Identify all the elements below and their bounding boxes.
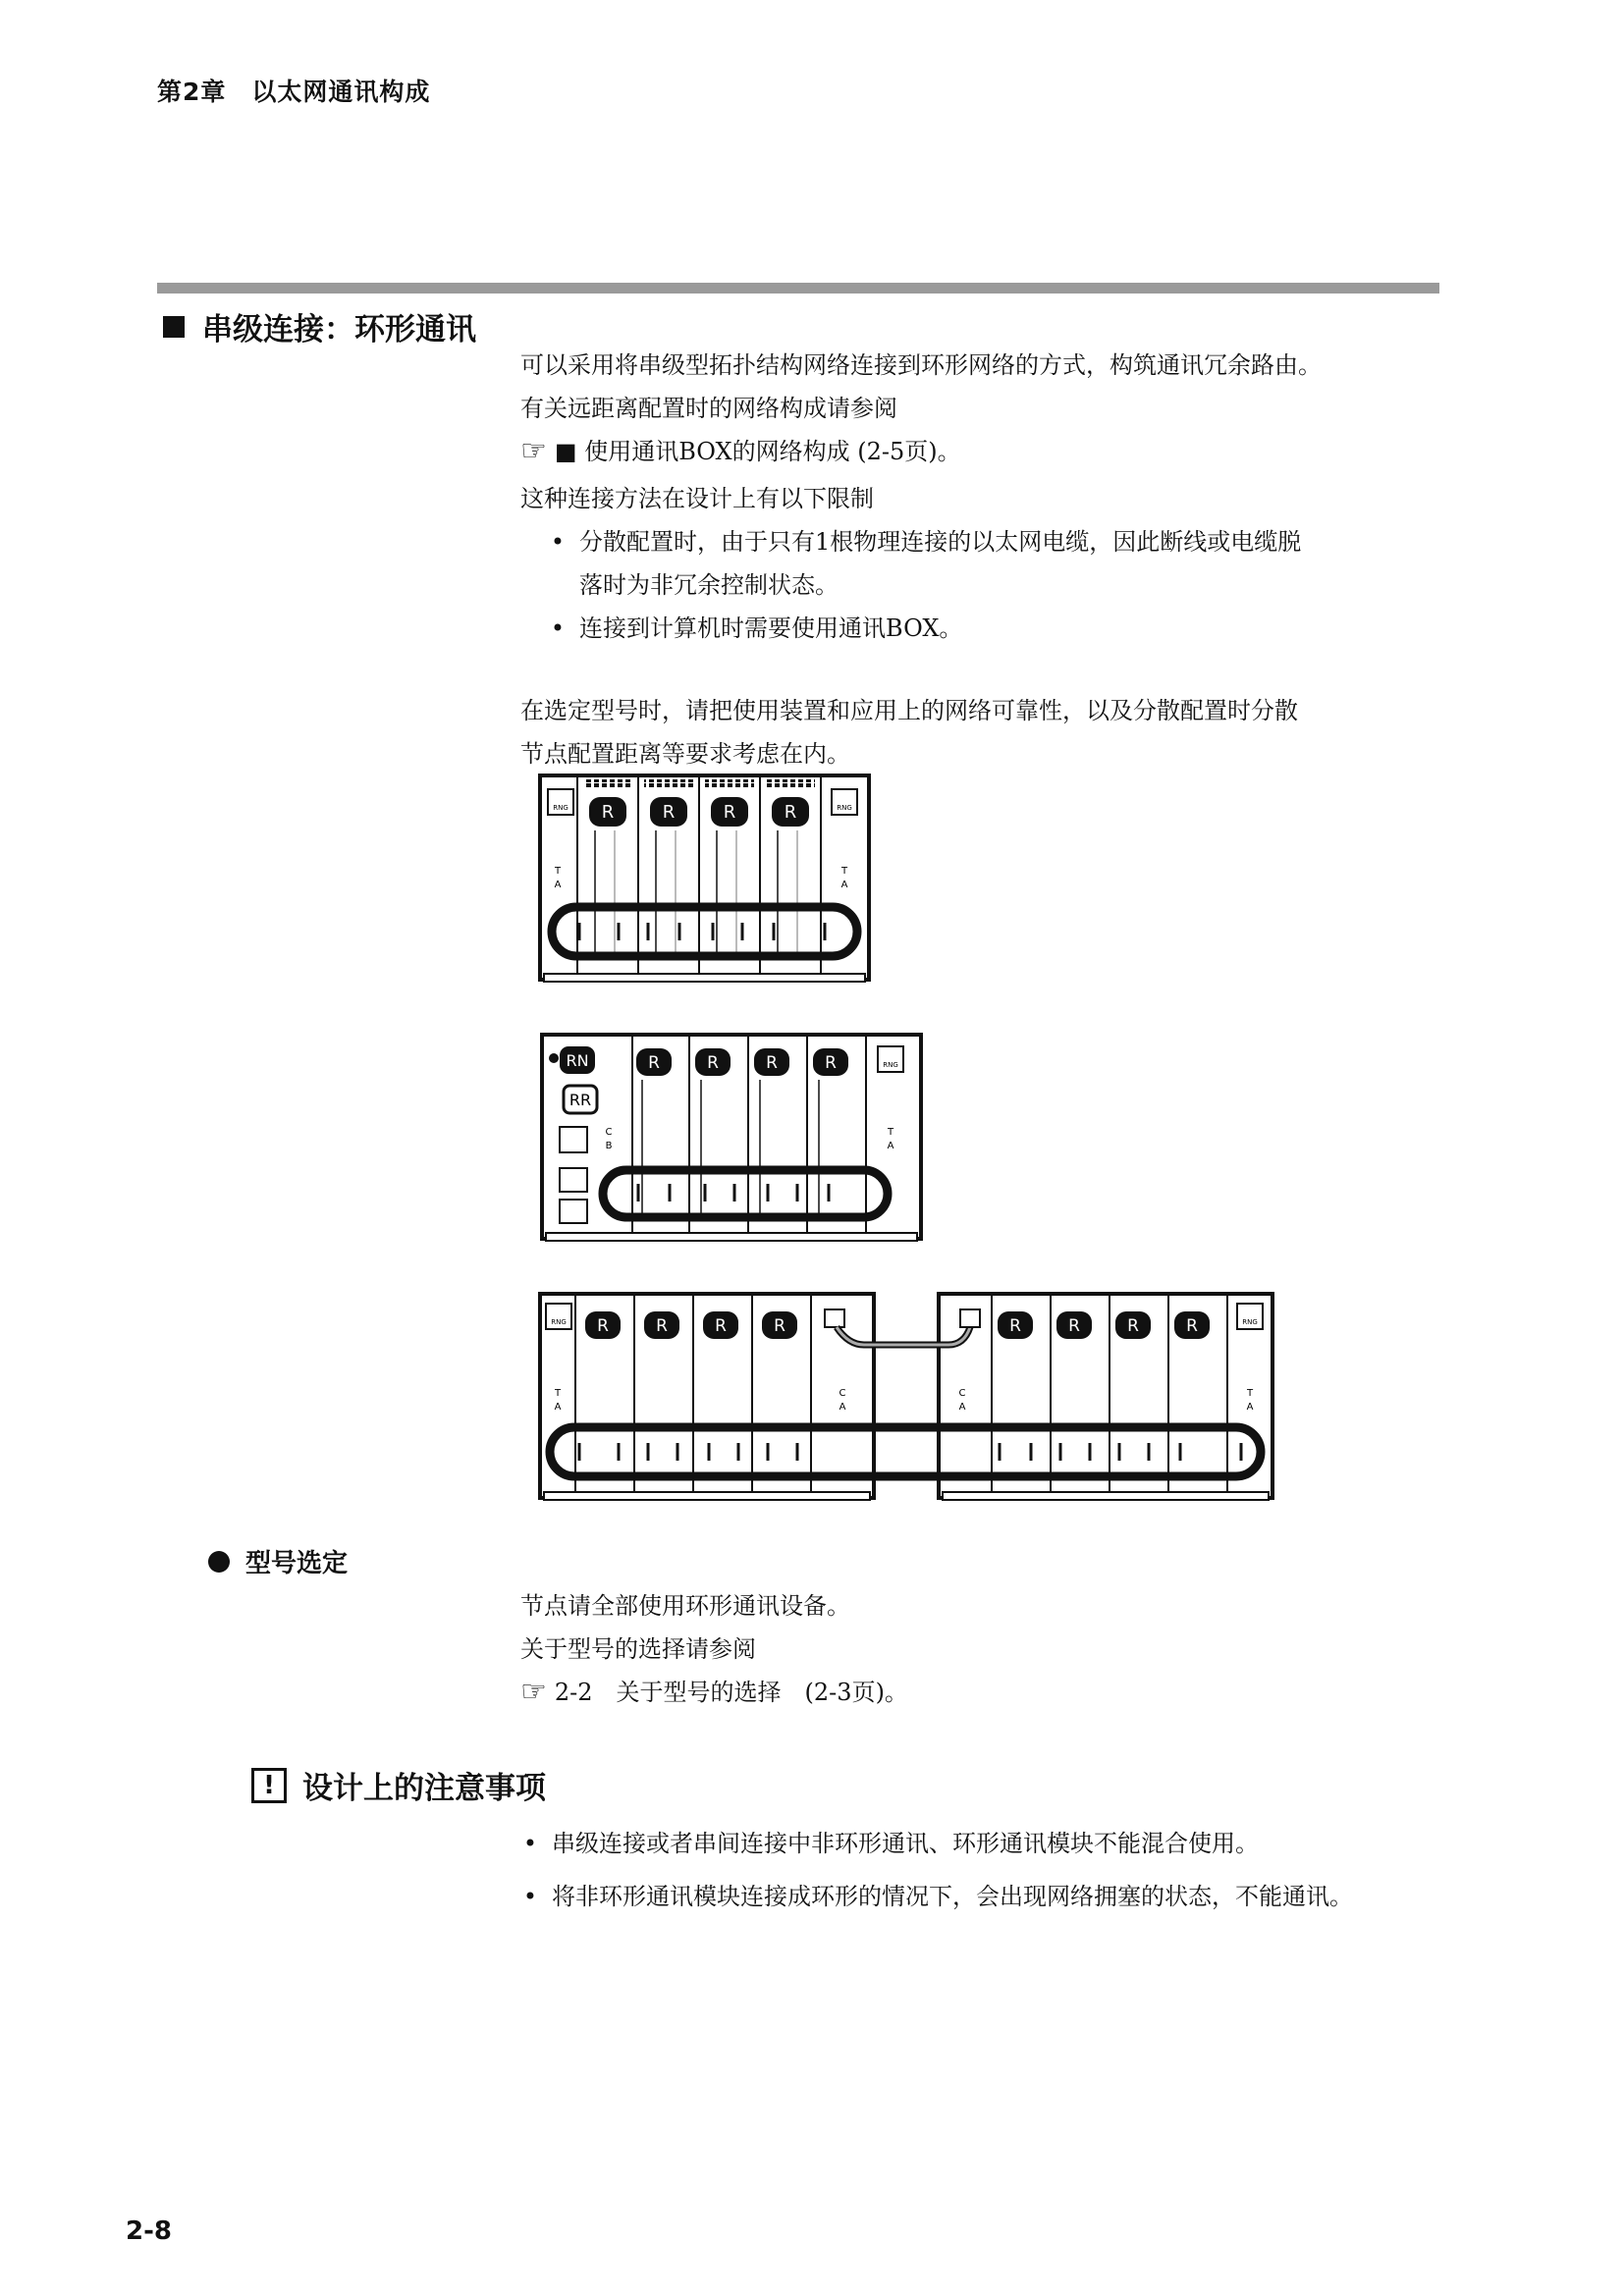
module-r-label: R xyxy=(707,1053,719,1073)
rn-badge xyxy=(560,1046,595,1074)
svg-text:T: T xyxy=(554,866,562,877)
page-number: 2-8 xyxy=(126,2216,172,2246)
bullet-1-line-1: 分散配置时，由于只有1根物理连接的以太网电缆，因此断线或电缆脱 xyxy=(579,528,1302,556)
model-reference-link-text: 2-2 关于型号的选择 (2-3页)。 xyxy=(554,1679,908,1706)
rng-icon xyxy=(832,789,857,815)
svg-text:RNG: RNG xyxy=(883,1061,898,1069)
limits-title: 这种连接方法在设计上有以下限制 xyxy=(520,485,874,512)
bullet-icon: • xyxy=(522,1883,538,1910)
svg-text:A: A xyxy=(554,880,562,890)
ring-topology-diagrams xyxy=(530,766,1276,1512)
module-r-label: R xyxy=(656,1316,668,1336)
ethernet-port-icon xyxy=(960,1309,980,1327)
list-item xyxy=(520,1822,1483,1865)
module-r-label: R xyxy=(662,802,676,823)
exclamation-icon: ! xyxy=(251,1768,287,1803)
section-divider xyxy=(157,283,1439,294)
module-r-label: R xyxy=(784,802,797,823)
rng-icon xyxy=(548,789,573,815)
ethernet-port-icon xyxy=(560,1200,587,1223)
ethernet-port-icon xyxy=(825,1309,844,1327)
module-r-label: R xyxy=(774,1316,785,1336)
reference-link-text: ■ 使用通讯BOX的网络构成 (2-5页)。 xyxy=(554,438,961,465)
module-r-label: R xyxy=(723,802,736,823)
svg-text:T: T xyxy=(554,1388,562,1399)
chapter-header: 第2章 以太网通讯构成 xyxy=(157,78,431,106)
model-reference-link[interactable] xyxy=(520,1671,1463,1714)
model-selection-title-text: 型号选定 xyxy=(245,1549,349,1578)
svg-text:A: A xyxy=(554,1402,562,1413)
svg-text:A: A xyxy=(839,1402,846,1413)
svg-text:A: A xyxy=(887,1141,894,1151)
model-selection-title xyxy=(208,1543,348,1579)
diagram-1-cascade-ring xyxy=(540,775,869,982)
svg-text:T: T xyxy=(887,1127,894,1138)
svg-text:C: C xyxy=(958,1388,966,1399)
module-r-label: R xyxy=(601,802,615,823)
design-notes-title xyxy=(251,1763,546,1807)
list-item xyxy=(548,520,1463,607)
rng-icon xyxy=(546,1304,571,1329)
svg-text:B: B xyxy=(605,1141,613,1151)
intro-line-2: 有关远距离配置时的网络构成请参阅 xyxy=(520,395,897,422)
module-r-label: R xyxy=(648,1053,660,1073)
rng-icon xyxy=(878,1046,903,1072)
pointing-hand-icon: ☞ xyxy=(520,1675,547,1709)
svg-text:A: A xyxy=(1246,1402,1254,1413)
selection-line-1: 在选定型号时，请把使用装置和应用上的网络可靠性，以及分散配置时分散 xyxy=(520,697,1298,724)
svg-text:C: C xyxy=(839,1388,846,1399)
section-title xyxy=(163,304,476,348)
model-selection-line-1: 节点请全部使用环形通讯设备。 xyxy=(520,1592,850,1620)
module-r-label: R xyxy=(766,1053,778,1073)
bullet-2-line-1: 连接到计算机时需要使用通讯BOX。 xyxy=(579,614,963,642)
intro-line-1: 可以采用将串级型拓扑结构网络连接到环形网络的方式，构筑通讯冗余路由。 xyxy=(520,351,1322,379)
list-item xyxy=(520,1875,1483,1918)
diagram-3-inter-string-ring xyxy=(540,1294,1272,1500)
pointing-hand-icon: ☞ xyxy=(520,434,547,468)
note-item-2: 将非环形通讯模块连接成环形的情况下，会出现网络拥塞的状态，不能通讯。 xyxy=(552,1883,1353,1910)
bullet-icon: • xyxy=(550,528,566,556)
model-selection-body xyxy=(520,1584,1463,1714)
module-r-label: R xyxy=(597,1316,609,1336)
module-r-label: R xyxy=(825,1053,837,1073)
bullet-icon: • xyxy=(550,614,566,642)
section-title-text: 串级连接：环形通讯 xyxy=(202,312,476,347)
design-notes-title-text: 设计上的注意事项 xyxy=(302,1771,546,1806)
note-item-1: 串级连接或者串间连接中非环形通讯、环形通讯模块不能混合使用。 xyxy=(552,1830,1259,1857)
svg-text:A: A xyxy=(840,880,848,890)
square-bullet-icon xyxy=(163,316,185,338)
svg-text:T: T xyxy=(840,866,848,877)
list-item xyxy=(548,607,1463,650)
limits-list xyxy=(548,520,1463,650)
reference-link[interactable] xyxy=(520,430,1463,473)
module-r-label: R xyxy=(715,1316,727,1336)
ethernet-port-icon xyxy=(560,1127,587,1152)
ethernet-port-icon xyxy=(560,1168,587,1192)
svg-text:RNG: RNG xyxy=(1242,1318,1258,1326)
selection-line-2: 节点配置距离等要求考虑在内。 xyxy=(520,740,850,768)
bullet-1-line-2: 落时为非冗余控制状态。 xyxy=(579,571,839,599)
svg-text:RNG: RNG xyxy=(553,804,568,812)
svg-text:RR: RR xyxy=(568,1091,592,1109)
svg-text:C: C xyxy=(605,1127,613,1138)
svg-text:RN: RN xyxy=(566,1051,589,1070)
circle-bullet-icon xyxy=(208,1551,230,1573)
module-r-label: R xyxy=(1068,1316,1080,1336)
svg-text:A: A xyxy=(958,1402,966,1413)
module-r-label: R xyxy=(1186,1316,1198,1336)
svg-text:T: T xyxy=(1246,1388,1254,1399)
design-notes-list xyxy=(520,1822,1483,1918)
rng-icon xyxy=(1237,1304,1263,1329)
rr-badge xyxy=(564,1086,597,1113)
module-r-label: R xyxy=(1127,1316,1139,1336)
section-body xyxy=(520,344,1463,775)
model-selection-line-2: 关于型号的选择请参阅 xyxy=(520,1635,756,1663)
bullet-icon: • xyxy=(522,1830,538,1857)
module-r-label: R xyxy=(1009,1316,1021,1336)
svg-text:RNG: RNG xyxy=(837,804,852,812)
svg-text:RNG: RNG xyxy=(551,1318,567,1326)
diagram-2-comm-box-ring xyxy=(542,1035,921,1241)
